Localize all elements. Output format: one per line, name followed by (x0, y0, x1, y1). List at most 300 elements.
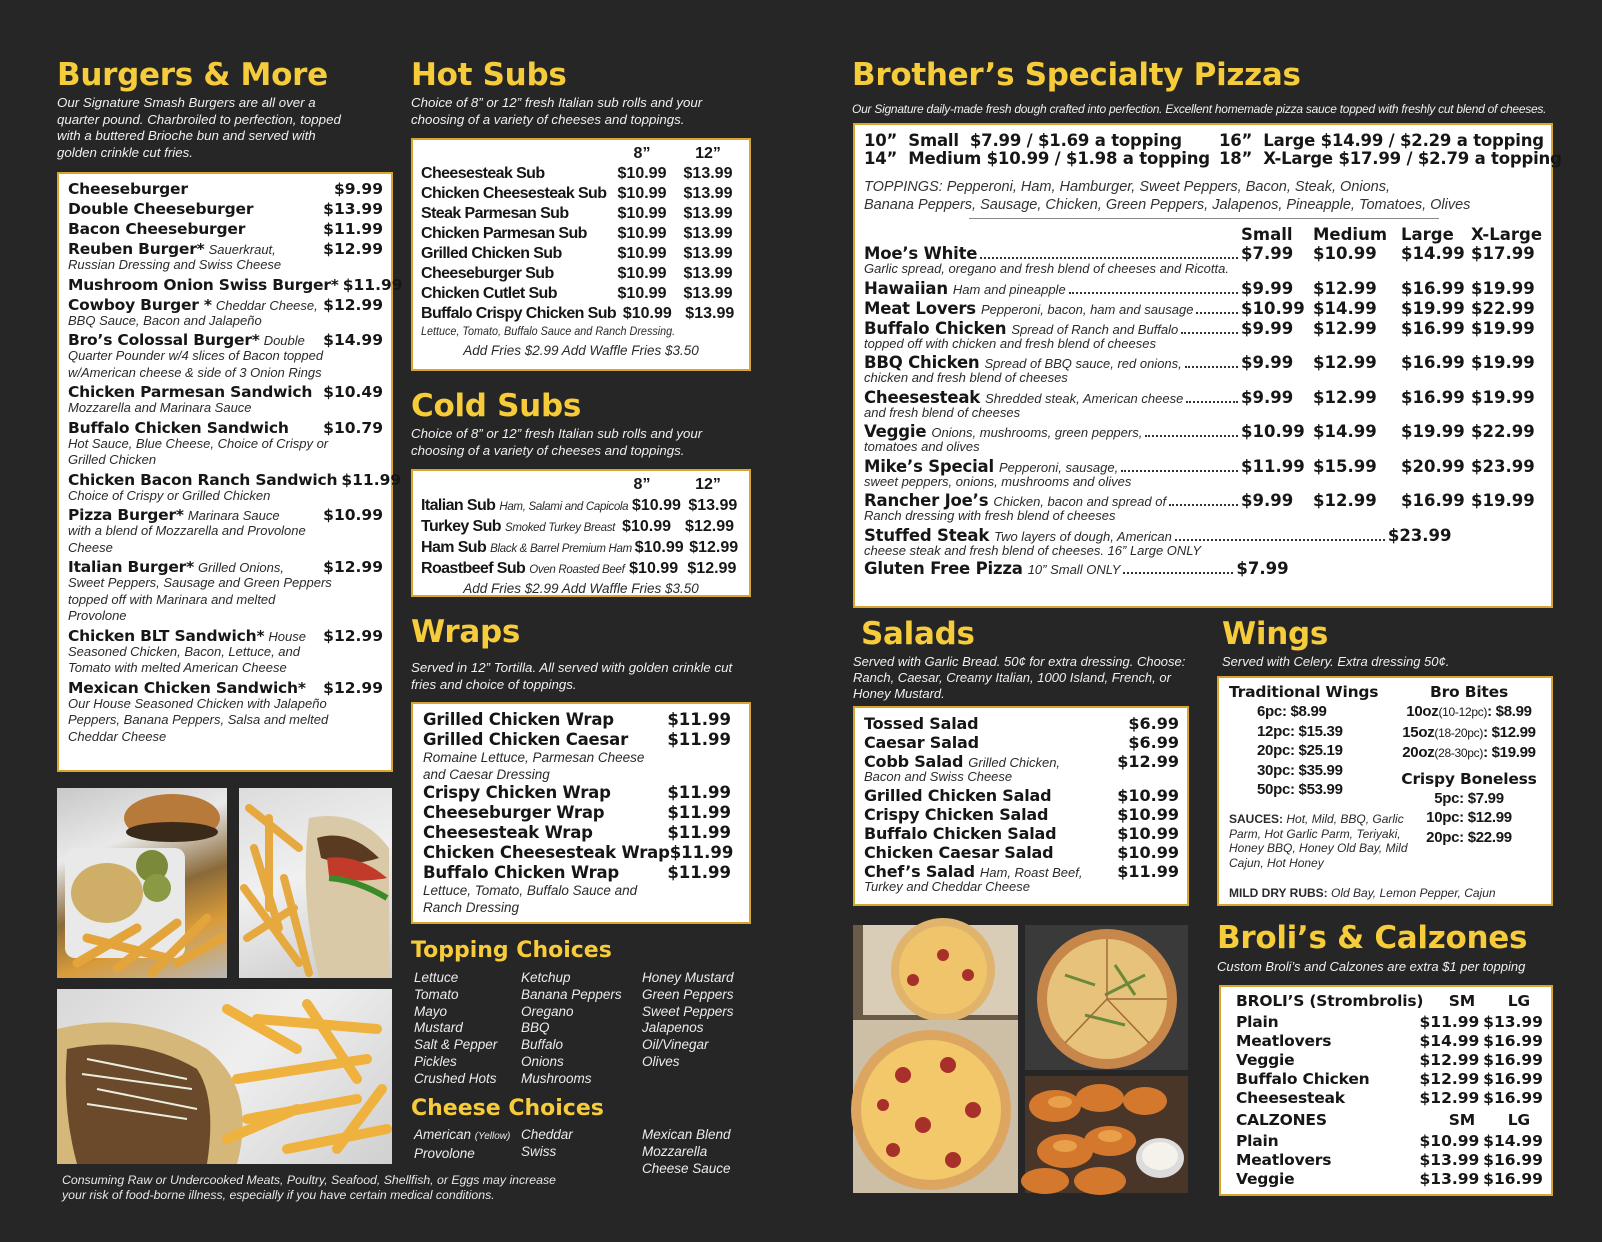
cheese-col2 (521, 1127, 631, 1161)
pizza-price-medium: $12.99 (1313, 318, 1377, 338)
pizza-item (864, 388, 1541, 422)
calzone-head: CALZONES (1236, 1111, 1327, 1129)
choice-item: Cheese Sauce (642, 1160, 731, 1176)
bro-bites-title: Bro Bites (1430, 683, 1508, 701)
choice-item: Mexican Blend (642, 1127, 731, 1142)
choice-item: Oregano (521, 1003, 574, 1019)
salad-row (864, 733, 1179, 752)
pizza-stuffed-desc: Two layers of dough, American (994, 528, 1172, 544)
burger-price: $12.99 (323, 240, 383, 258)
burger-price: $12.99 (323, 295, 383, 314)
calzone_items-name: Plain (1236, 1132, 1279, 1150)
burger-item (68, 331, 383, 381)
burger-price: $11.99 (341, 470, 402, 489)
broli-head-sm: SM (1448, 992, 1475, 1010)
burger-desc2: with a blend of Mozzarella and Provolone Cheese (68, 523, 306, 555)
salad-name: Caesar Salad (864, 733, 979, 752)
pizza-dots (1169, 504, 1238, 506)
cold-subs-box (411, 469, 751, 597)
salad-name: Buffalo Chicken Salad (864, 823, 1057, 843)
choice-item: Green Peppers (642, 986, 734, 1002)
pizza-price-xlarge: $19.99 (1471, 278, 1535, 298)
cold-subs-col1: 8” (633, 476, 651, 493)
broli_items-name: Plain (1236, 1013, 1279, 1031)
cold-sub-name: Italian Sub (421, 497, 496, 514)
burger-price: $11.99 (342, 275, 403, 294)
bro-bite-cost: : $8.99 (1487, 703, 1532, 720)
burger-name: Cheeseburger (68, 180, 188, 198)
broli-row (1236, 1013, 1543, 1032)
food-safety-warning: Consuming Raw or Undercooked Meats, Poultry, Seafood, Shellfish, or Eggs may increase your risk of food-borne illness, especially if you have certain medical conditions. (62, 1173, 556, 1202)
pizza-item (864, 353, 1541, 387)
burger-row (68, 180, 383, 199)
pizza-item (864, 244, 1541, 278)
cold-sub-desc: Ham, Salami and Capicola (499, 501, 629, 513)
salad-desc: Ham, Roast Beef, (979, 864, 1083, 880)
broli_items-sm: $12.99 (1419, 1089, 1480, 1107)
pizza-label (864, 279, 1241, 299)
wraps-section (411, 614, 756, 693)
pizza-stuffed-dots (1175, 539, 1385, 541)
calzone-head-sm: SM (1448, 1111, 1475, 1129)
pizza-item (864, 422, 1541, 456)
burger-row (68, 220, 383, 239)
choice-item: Mustard (414, 1020, 463, 1036)
burger-row (68, 275, 403, 295)
pizza-price-small: $9.99 (1241, 387, 1294, 407)
choice-item: Cheddar (521, 1127, 573, 1142)
broli-row (1236, 1151, 1543, 1170)
pizza-desc: Spread of BBQ sauce, red onions, (984, 356, 1182, 371)
cold-sub-price-8: $10.99 (631, 497, 681, 514)
burger-price: $10.49 (323, 383, 383, 401)
wings-box (1217, 676, 1553, 906)
pizza-gluten-price: $7.99 (1236, 559, 1289, 578)
burger-name: Bacon Cheeseburger (68, 220, 246, 238)
choice-item: Olives (642, 1053, 680, 1069)
broli_items-name: Meatlovers (1236, 1032, 1332, 1050)
hot-sub-name: Chicken Parmesan Sub (421, 225, 587, 242)
hot-sub-row (421, 264, 741, 284)
pizza-price-medium: $10.99 (1313, 244, 1377, 263)
pizzas-section (852, 57, 1562, 118)
salad-name: Chef’s Salad (864, 861, 975, 881)
pizza-item (864, 319, 1541, 353)
wrap-name: Cheesesteak Wrap (423, 823, 593, 842)
salad-row (864, 862, 1179, 881)
burgers-title: Burgers & More (57, 57, 328, 93)
bro-bite-cost: : $19.99 (1483, 744, 1536, 761)
pizza-price-large: $19.99 (1401, 422, 1465, 441)
wrap-price: $11.99 (667, 710, 731, 729)
calzone_items-name: Veggie (1236, 1170, 1295, 1188)
broli_items-lg: $13.99 (1483, 1013, 1543, 1031)
cold-sub-price-12: $12.99 (687, 560, 737, 577)
burger-desc: Sauerkraut, (208, 242, 276, 257)
calzone_items-sm: $10.99 (1419, 1132, 1480, 1150)
pizza-desc: Ham and pineapple (952, 281, 1066, 297)
pizza-row (864, 279, 1541, 299)
choice-item: Ketchup (521, 970, 571, 985)
pizza-stuffed-name: Stuffed Steak (864, 525, 990, 545)
cold-subs-section (411, 388, 751, 459)
burger-row (68, 627, 383, 646)
toppings-col3 (642, 970, 762, 1071)
pizza-name: Buffalo Chicken (864, 318, 1007, 338)
wing-sauces-label: SAUCES: (1229, 812, 1284, 826)
wings-section (1222, 616, 1562, 671)
pizza-desc: Spread of Ranch and Buffalo (1011, 321, 1179, 337)
burger-item (68, 419, 383, 469)
choice-item: Banana Peppers (521, 986, 622, 1002)
burger-row (68, 419, 383, 438)
hot-sub-price-8: $10.99 (617, 245, 667, 262)
burger-name: Double Cheeseburger (68, 200, 254, 218)
pizzas-desc: Our Signature daily-made fresh dough crafted into perfection. Excellent homemade pizza sauce topped with freshly cut blend of cheeses. (852, 102, 1547, 116)
burger-row (68, 679, 383, 698)
pizza-size-small: 10” Small $7.99 / $1.69 a topping (864, 131, 1182, 150)
pizza-price-large: $19.99 (1401, 298, 1465, 318)
pizza-head-xlarge: X-Large (1471, 225, 1543, 244)
pizza-price-medium: $12.99 (1313, 353, 1377, 372)
pizza-box-photo (853, 925, 1018, 1193)
brolis-title: Broli’s & Calzones (1217, 920, 1528, 956)
pizza-name: Cheesesteak (864, 387, 981, 407)
choice-item: Mushrooms (521, 1070, 592, 1086)
burger-item (68, 200, 383, 219)
salad-price: $12.99 (1117, 752, 1179, 771)
broli_items-lg: $16.99 (1483, 1032, 1543, 1050)
cold-sub-price-8: $10.99 (622, 518, 672, 535)
hot-sub-name: Chicken Cheesesteak Sub (421, 185, 607, 202)
burger-desc2: Our House Seasoned Chicken with Jalapeño Peppers, Banana Peppers, Salsa and melted Cheddar Cheese (68, 695, 329, 744)
bro-bite-weight: 15oz (1402, 723, 1435, 741)
burgers-box (57, 172, 403, 772)
hot-sub-name: Cheeseburger Sub (421, 265, 554, 282)
wraps-box (411, 702, 751, 924)
pizza-price-large: $16.99 (1401, 318, 1465, 338)
burgers-section (57, 57, 377, 161)
cold-subs-col2: 12” (695, 476, 721, 493)
hot-sub-price-8: $10.99 (617, 185, 667, 202)
choice-item: Crushed Hots (414, 1070, 497, 1086)
burger-row (68, 296, 383, 315)
cold-sub-label (421, 558, 625, 579)
burger-desc: House (268, 628, 306, 644)
burger-fries-photo (57, 788, 227, 978)
pizza-gluten-free (864, 559, 1541, 579)
wrap-row (423, 730, 739, 750)
wrap-row (423, 710, 739, 730)
pizza-item (864, 457, 1541, 491)
salad-name: Crispy Chicken Salad (864, 804, 1049, 824)
hot-sub-price-8: $10.99 (617, 205, 667, 222)
pizza-stuffed-desc2: cheese steak and fresh blend of cheeses. 16” Large ONLY (864, 542, 1202, 558)
cheese-col1 (414, 1127, 524, 1163)
salad-desc: Grilled Chicken, (968, 755, 1061, 770)
pizza-dots (980, 257, 1238, 259)
hot-sub-name: Steak Parmesan Sub (421, 205, 569, 222)
wraps-title: Wraps (411, 614, 520, 650)
broli_items-name: Buffalo Chicken (1236, 1070, 1370, 1088)
bro-bite-price (1394, 723, 1544, 744)
broli_items-sm: $11.99 (1419, 1013, 1480, 1031)
choice-item: Tomato (414, 986, 459, 1002)
salad-price: $11.99 (1117, 861, 1179, 881)
pizza-gluten-name: Gluten Free Pizza (864, 559, 1023, 578)
wings-image (1025, 1076, 1188, 1193)
cold-sub-name: Ham Sub (421, 539, 487, 556)
salad-row (864, 714, 1179, 733)
hot-sub-price-12: $13.99 (683, 265, 733, 282)
pizza-price-medium: $14.99 (1313, 422, 1377, 441)
pizza-price-large: $16.99 (1401, 353, 1465, 372)
salads-box (853, 706, 1189, 906)
salads-section (853, 616, 1193, 702)
choice-item: Mozzarella (642, 1143, 708, 1159)
burger-price: $13.99 (323, 200, 383, 218)
broli_items-lg: $16.99 (1483, 1089, 1543, 1107)
traditional-wings (1229, 683, 1409, 800)
burger-item (68, 470, 402, 505)
salad-desc2: Turkey and Cheddar Cheese (864, 878, 1030, 894)
choice-item: Pickles (414, 1053, 457, 1069)
brolis-desc: Custom Broli’s and Calzones are extra $1 per topping (1217, 959, 1526, 974)
burger-row (68, 200, 383, 219)
burger-item (68, 296, 383, 330)
burger-name: Italian Burger* (68, 558, 195, 576)
calzone_items-lg: $16.99 (1483, 1151, 1543, 1169)
pizza-desc: Shredded steak, American cheese (985, 390, 1184, 406)
bro-bite-cost: : $12.99 (1483, 723, 1536, 741)
bro-bite-count: (28-30pc) (1434, 746, 1484, 760)
pizza-price-medium: $12.99 (1313, 278, 1377, 298)
hot-sub-row (421, 184, 741, 204)
burger-desc2: Quarter Pounder w/4 slices of Bacon topped w/American cheese & side of 3 Onion Rings (68, 348, 324, 380)
burger-item (68, 558, 383, 625)
choice-item: Salt & Pepper (414, 1037, 498, 1053)
burger-desc2: BBQ Sauce, Bacon and Jalapeño (68, 312, 262, 328)
burger-name: Chicken Parmesan Sandwich (68, 383, 313, 401)
pizza-name: Veggie (864, 422, 927, 441)
pizza-item (864, 299, 1541, 319)
pizza-price-small: $11.99 (1241, 456, 1305, 476)
broli-row (1236, 1089, 1543, 1108)
salad-name: Chicken Caesar Salad (864, 842, 1054, 862)
brolis-box (1219, 985, 1553, 1196)
wrap-row (423, 823, 739, 843)
pizza-price-xlarge: $22.99 (1471, 298, 1535, 318)
burger-item (68, 383, 383, 417)
hot-sub-price-12: $13.99 (683, 225, 733, 242)
pizza-dots (1069, 292, 1238, 294)
pizza-price-xlarge: $22.99 (1471, 422, 1535, 441)
pesto-pizza-image (1025, 925, 1188, 1070)
wrap-name: Grilled Chicken Caesar (423, 730, 629, 749)
cold-sub-row (421, 495, 741, 516)
cold-sub-name: Turkey Sub (421, 518, 501, 535)
broli_items-name: Cheesesteak (1236, 1089, 1345, 1107)
cold-sub-price-8: $10.99 (629, 560, 679, 577)
hot-subs-fries: Add Fries $2.99 Add Waffle Fries $3.50 (463, 343, 699, 358)
burger-price: $9.99 (333, 180, 383, 198)
burger-name: Reuben Burger* (68, 240, 205, 258)
salad-price: $6.99 (1128, 714, 1179, 733)
pizza-head-small: Small (1241, 225, 1293, 244)
pizza-dots (1196, 312, 1238, 314)
burger-desc2: Hot Sauce, Blue Cheese, Choice of Crispy or Grilled Chicken (68, 435, 329, 467)
broli_items-name: Veggie (1236, 1051, 1295, 1069)
pizza-name: Rancher Joe’s (864, 491, 989, 510)
broli-head-lg: LG (1507, 992, 1530, 1010)
calzone_items-sm: $13.99 (1419, 1151, 1480, 1169)
pizza-dots (1121, 470, 1238, 472)
pizza-item (864, 491, 1541, 525)
cheesesteak-fries-photo (57, 989, 392, 1164)
choice-item: Sweet Peppers (642, 1003, 734, 1019)
cold-sub-price-12: $13.99 (688, 497, 738, 514)
cold-sub-desc: Black & Barrel Premium Ham (490, 543, 632, 555)
pizza-price-large: $14.99 (1401, 244, 1465, 263)
pizza-size-large: 16” Large $14.99 / $2.29 a topping (1219, 131, 1544, 150)
pizza-price-small: $9.99 (1241, 318, 1294, 338)
burger-price: $10.79 (323, 418, 383, 437)
wing-sauces (1229, 812, 1419, 870)
salads-title: Salads (861, 616, 975, 652)
traditional-wing-price: 12pc: $15.39 (1257, 722, 1343, 740)
pizza-desc: Onions, mushrooms, green peppers, (931, 425, 1143, 440)
hot-sub-price-12: $13.99 (683, 245, 733, 262)
pizza-desc2: tomatoes and olives (864, 439, 980, 454)
traditional-wings-title: Traditional Wings (1229, 683, 1379, 701)
burgers-desc: Our Signature Smash Burgers are all over a quarter pound. Charbroiled to perfection, topped with a buttered Brioche bun and served with golden crinkle cut fries. (57, 95, 341, 160)
pizza-size-medium: 14” Medium $10.99 / $1.98 a topping (864, 149, 1210, 168)
pizza-head-medium: Medium (1313, 225, 1388, 244)
wing-rubs (1229, 886, 1549, 901)
pizza-price-small: $9.99 (1241, 353, 1294, 372)
salad-row (864, 824, 1179, 843)
burger-name: Bro’s Colossal Burger* (68, 331, 260, 349)
pizza-name: Mike’s Special (864, 456, 994, 476)
hot-sub-row (421, 244, 741, 264)
cold-subs-desc: Choice of 8” or 12” fresh Italian sub rolls and your choosing of a variety of cheeses and toppings. (411, 426, 703, 458)
choice-item: Buffalo (521, 1037, 564, 1053)
wrap-price: $11.99 (667, 730, 731, 749)
pizza-price-medium: $12.99 (1313, 491, 1377, 510)
calzone_items-lg: $16.99 (1483, 1170, 1543, 1188)
pizza-price-large: $16.99 (1401, 491, 1465, 510)
cold-sub-row (421, 516, 741, 537)
wing-rubs-text: Old Bay, Lemon Pepper, Cajun (1331, 886, 1496, 900)
pizza-gluten-dots (1123, 572, 1233, 574)
wing-rubs-label: MILD DRY RUBS: (1229, 886, 1328, 900)
hot-sub-price-12: $13.99 (683, 185, 733, 202)
pizza-price-small: $7.99 (1241, 244, 1294, 263)
wrap-name: Crispy Chicken Wrap (423, 783, 611, 802)
bro-bite-weight: 10oz (1406, 703, 1439, 720)
hot-sub-name: Buffalo Crispy Chicken Sub (421, 305, 617, 322)
burger-item (68, 180, 383, 199)
toppings-title: Topping Choices (411, 938, 612, 963)
burger-name: Mexican Chicken Sandwich* (68, 678, 306, 697)
pizza-stuffed-steak (864, 526, 1541, 560)
cold-sub-price-8: $10.99 (634, 539, 684, 556)
pizza-name: BBQ Chicken (864, 353, 980, 372)
broli_items-sm: $14.99 (1419, 1032, 1480, 1050)
burger-desc: Grilled Onions, (198, 560, 284, 575)
pizza-price-xlarge: $23.99 (1471, 456, 1535, 476)
choice-item: Lettuce (414, 970, 459, 985)
burger-desc2: Choice of Crispy or Grilled Chicken (68, 487, 271, 503)
pizza-desc2: chicken and fresh blend of cheeses (864, 370, 1068, 385)
cold-sub-price-12: $12.99 (689, 539, 739, 556)
burger-name: Mushroom Onion Swiss Burger* (68, 275, 339, 294)
salad-name: Cobb Salad (864, 752, 964, 771)
toppings-col1 (414, 970, 524, 1088)
calzone-head-lg: LG (1507, 1111, 1530, 1129)
hot-sub-row (421, 304, 741, 324)
pizza-head-large: Large (1401, 225, 1454, 244)
pizza-divider (969, 218, 1439, 219)
broli-row (1236, 1132, 1543, 1151)
burger-name: Buffalo Chicken Sandwich (68, 418, 289, 437)
bro-bite-weight: 20oz (1402, 744, 1435, 761)
pizza-gluten-desc: 10” Small ONLY (1027, 562, 1121, 577)
pizza-dots (1145, 435, 1238, 437)
wings-desc: Served with Celery. Extra dressing 50¢. (1222, 654, 1450, 669)
salad-price: $10.99 (1117, 842, 1179, 862)
pizza-row (864, 299, 1541, 319)
salad-row (864, 843, 1179, 862)
pizza-toppings-line2: Banana Peppers, Sausage, Chicken, Green Peppers, Jalapenos, Pineapple, Tomatoes, Olives (864, 197, 1471, 213)
broli-row (1236, 1051, 1543, 1070)
pizzas-box (853, 123, 1562, 608)
broli-row (1236, 1070, 1543, 1089)
choice-item: Mayo (414, 1003, 448, 1019)
wrap-name: Chicken Cheesesteak Wrap (423, 843, 670, 862)
choice-item: Jalapenos (642, 1020, 704, 1036)
traditional-wing-price: 6pc: $8.99 (1257, 703, 1327, 720)
pizza-desc2: topped off with chicken and fresh blend of cheeses (864, 335, 1156, 351)
salad-name: Tossed Salad (864, 714, 979, 733)
hot-sub-price-8: $10.99 (617, 225, 667, 242)
burger-desc: Cheddar Cheese, (215, 297, 318, 313)
broli_items-sm: $12.99 (1419, 1051, 1480, 1069)
boneless-price: 5pc: $7.99 (1434, 789, 1504, 807)
pizza-item (864, 279, 1541, 299)
pizza-desc2: sweet peppers, onions, mushrooms and olives (864, 473, 1132, 489)
cold-sub-desc: Oven Roasted Beef (529, 564, 625, 576)
cold-subs-fries: Add Fries $2.99 Add Waffle Fries $3.50 (463, 581, 699, 596)
hot-sub-price-8: $10.99 (622, 305, 672, 322)
hot-sub-name: Grilled Chicken Sub (421, 245, 562, 262)
cold-sub-price-12: $12.99 (685, 518, 734, 535)
pizza-price-large: $16.99 (1401, 387, 1465, 407)
pizza-price-xlarge: $19.99 (1471, 387, 1535, 407)
hot-sub-row (421, 204, 741, 224)
calzone_items-lg: $14.99 (1483, 1132, 1543, 1150)
wrap-name: Cheeseburger Wrap (423, 803, 605, 822)
pizza-price-large: $20.99 (1401, 456, 1465, 476)
cold-sub-name: Roastbeef Sub (421, 560, 526, 577)
salad-price: $10.99 (1117, 804, 1179, 824)
hot-sub-row (421, 224, 741, 244)
boneless-price: 20pc: $22.99 (1426, 828, 1512, 846)
burger-fries-image (57, 788, 227, 978)
wrap-desc: Lettuce, Tomato, Buffalo Sauce and Ranch Dressing (423, 883, 638, 915)
hot-sub-row (421, 164, 741, 184)
traditional-wing-price: 20pc: $25.19 (1257, 742, 1343, 759)
